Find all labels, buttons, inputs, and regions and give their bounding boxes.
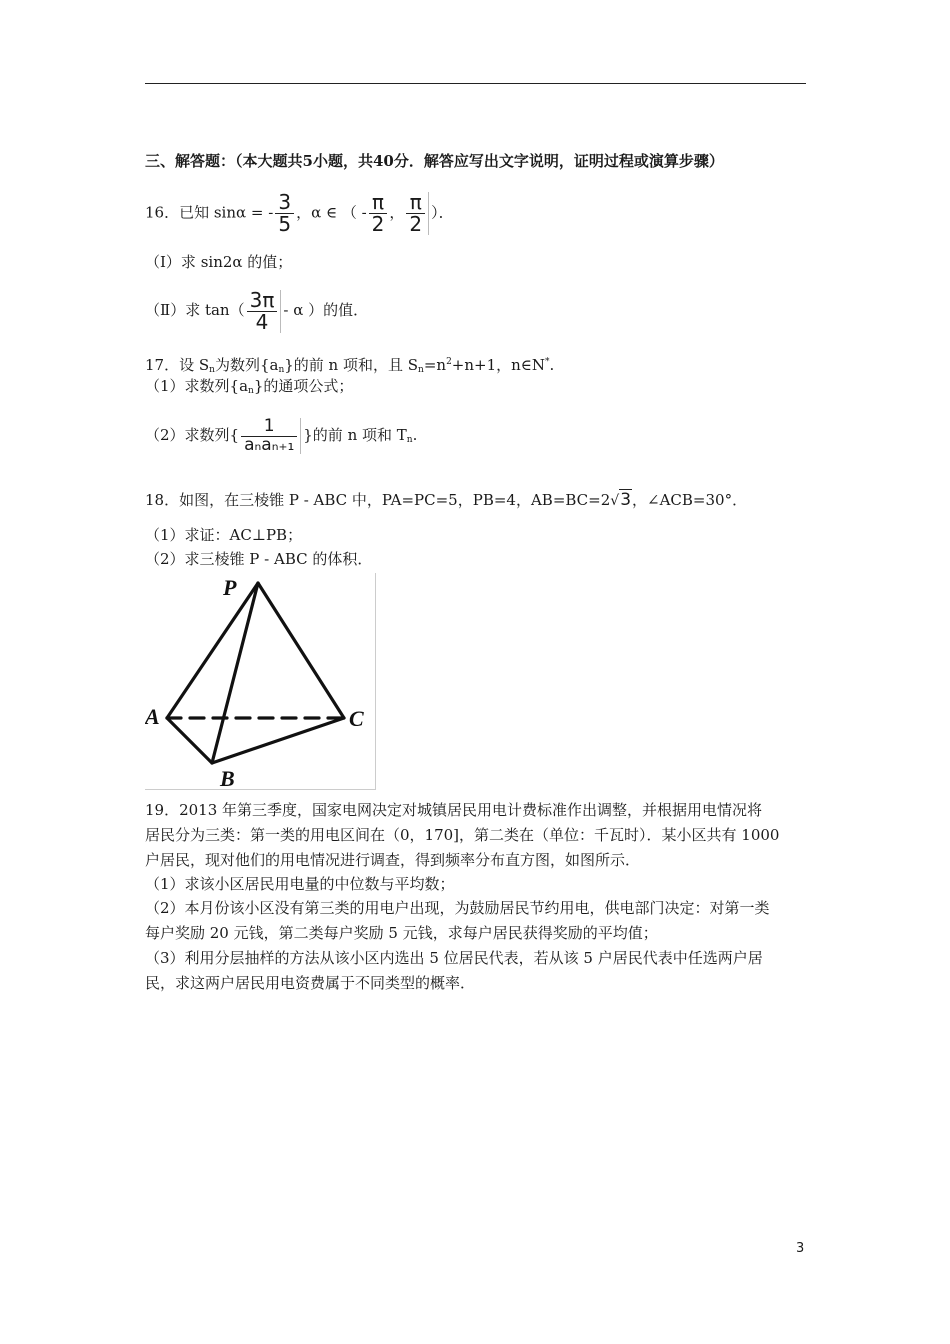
- q17-part2-a: （2）求数列{: [145, 426, 240, 444]
- edge-pb: [212, 583, 258, 763]
- q16-frac1-num: 3: [275, 192, 294, 214]
- q17-stem-e-sup: *: [545, 357, 550, 367]
- vertex-label-p: P: [223, 575, 237, 600]
- q17-part2: [145, 410, 417, 465]
- q18-sqrt-value: 3: [620, 490, 632, 510]
- q17-part2-frac-den: aₙaₙ₊₁: [244, 434, 295, 455]
- q19-line3: 户居民，现对他们的用电情况进行调查，得到频率分布直方图，如图所示．: [145, 851, 641, 869]
- q17-part1: [145, 375, 353, 402]
- q17-stem-c: }的前 n 项和，且 S: [284, 356, 419, 374]
- q17-part2-c: .: [412, 426, 418, 444]
- q16-frac2-den: 2: [371, 212, 385, 236]
- q18-part1: （1）求证：AC⊥PB；: [145, 526, 303, 544]
- vertex-label-a: A: [145, 704, 160, 729]
- q16-frac1-den: 5: [278, 212, 292, 236]
- q18-part2: （2）求三棱锥 P - ABC 的体积．: [145, 550, 373, 568]
- q16-stem-end: ）．: [431, 203, 454, 222]
- q18-stem-b: ，∠ACB=30°．: [632, 491, 748, 509]
- q19-line6: 每户奖励 20 元钱，第二类每户奖励 5 元钱，求每户居民获得奖励的平均值；: [145, 924, 658, 942]
- q16-fraction-pi-2-b: [406, 192, 429, 235]
- edge-pa: [167, 583, 258, 718]
- q16-fraction-pi-2-a: [369, 192, 388, 235]
- q17-part2-sub: n: [406, 435, 413, 445]
- q17-stem-a: 17．设 S: [145, 356, 210, 374]
- vertex-label-b: B: [220, 766, 235, 789]
- edge-bc: [212, 718, 344, 763]
- edge-pc: [258, 583, 344, 718]
- q19-line4: （1）求该小区居民用电量的中位数与平均数；: [145, 875, 455, 893]
- edge-ab: [167, 718, 212, 763]
- q16-part2-suffix: - α ）的值．: [283, 301, 369, 319]
- q17-part2-fraction: [241, 415, 301, 455]
- q17-stem-f: .: [549, 356, 555, 374]
- q17-part1-a: （1）求数列{a: [145, 377, 249, 395]
- q19-line8: 民，求这两户居民用电资费属于不同类型的概率．: [145, 974, 476, 992]
- tetrahedron-figure: [145, 573, 376, 790]
- q16-part2-fraction: [247, 287, 282, 334]
- q18-stem: [145, 487, 747, 514]
- header-rule: [145, 83, 806, 84]
- q17-part1-b: }的通项公式；: [253, 377, 354, 395]
- q16-stem-prefix: 16．已知 sinα = -: [145, 203, 274, 222]
- q19-line7: （3）利用分层抽样的方法从该小区内选出 5 位居民代表，若从该 5 户居民代表中任选两户居: [145, 949, 763, 967]
- q16-part2-frac-den: 4: [255, 309, 269, 334]
- q18-stem-a: 18．如图，在三棱锥 P - ABC 中，PA=PC=5，PB=4，AB=BC=2: [145, 491, 611, 509]
- vertex-label-c: C: [349, 706, 364, 731]
- q19-line2: 居民分为三类：第一类的用电区间在（0，170]，第二类在（单位：千瓦时）．某小区共有 1000: [145, 826, 780, 844]
- q17-stem-a-sub: n: [209, 365, 215, 375]
- q16-stem: [145, 192, 454, 235]
- q17-part2-b: }的前 n 项和 T: [303, 426, 407, 444]
- q19-line5: （2）本月份该小区没有第三类的用电户出现，为鼓励居民节约用电，供电部门决定：对第一类: [145, 899, 770, 917]
- q16-fraction-3-5: [275, 192, 294, 235]
- q16-part1: （Ⅰ）求 sin2α 的值；: [145, 253, 293, 271]
- q17-stem-b: 为数列{a: [214, 356, 279, 374]
- q17-stem-d: =n: [423, 356, 447, 374]
- q16-part2-frac-num: 3π: [247, 290, 278, 312]
- q16-frac3-den: 2: [409, 212, 423, 236]
- q18-sqrt: √3: [610, 490, 632, 510]
- q17-part2-frac-num: 1: [241, 418, 297, 437]
- q17-part1-sub: n: [248, 386, 254, 396]
- q16-stem-mid: ，α ∈ （ -: [296, 203, 367, 222]
- q17-stem-b-sub: n: [278, 365, 285, 375]
- q17-stem-d-sup: 2: [446, 357, 452, 367]
- q17-stem-c-sub: n: [418, 365, 424, 375]
- tetrahedron-diagram: [145, 573, 375, 789]
- q19-line1: 19．2013 年第三季度，国家电网决定对城镇居民用电计费标准作出调整，并根据用电情况将: [145, 801, 763, 819]
- q16-frac2-num: π: [369, 192, 388, 214]
- q16-part2-prefix: （Ⅱ）求 tan（: [145, 301, 245, 319]
- section-heading: 三、解答题：（本大题共5小题，共40分．解答应写出文字说明，证明过程或演算步骤）: [145, 152, 724, 170]
- q17-stem-e: +n+1，n∈N: [451, 356, 546, 374]
- q16-part2: [145, 288, 368, 333]
- q16-comma: ，: [389, 203, 405, 222]
- q16-frac3-num: π: [406, 192, 425, 214]
- page-number: 3: [796, 1241, 805, 1256]
